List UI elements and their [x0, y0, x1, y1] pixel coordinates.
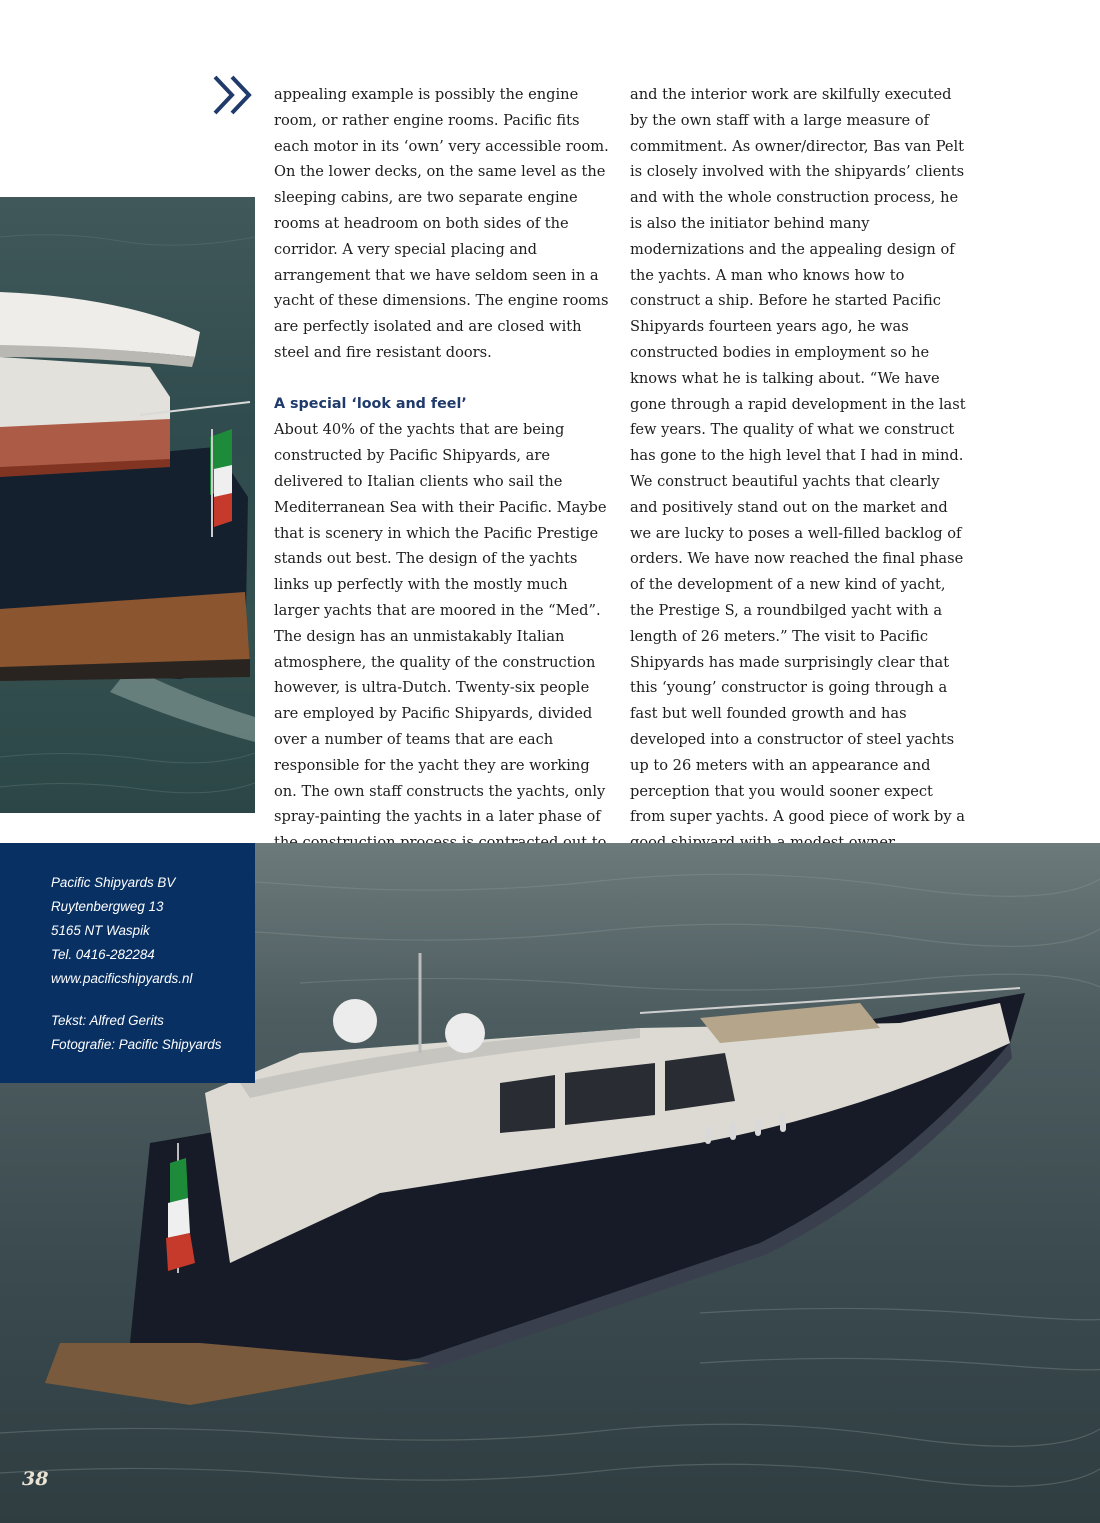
postal-city: 5165 NT Waspik [51, 923, 150, 938]
photo-credit: Fotografie: Pacific Shipyards [51, 1037, 222, 1052]
article-column-2 [630, 82, 970, 856]
yacht-stern-illustration [0, 197, 255, 813]
website-link[interactable]: www.pacificshipyards.nl [51, 971, 193, 986]
page-number: 38 [22, 1468, 49, 1490]
article-column-1 [274, 82, 614, 908]
paragraph-engine-rooms: appealing example is possibly the engine room, or rather engine rooms. Pacific fits each motor in its ‘own’ very accessible room. On the lower decks, on the same level as the sleeping cabins, are two separate engine rooms at headroom on both sides of the corridor. A very special placing and arrangement that we have seldom seen in a yacht of these dimensions. The engine rooms are perfectly isolated and are closed with steel and fire resistant doors. [274, 86, 609, 361]
phone-number: Tel. 0416-282284 [51, 947, 155, 962]
yacht-stern-photo [0, 197, 255, 813]
company-name: Pacific Shipyards BV [51, 875, 176, 890]
text-credit: Tekst: Alfred Gerits [51, 1013, 164, 1028]
paragraph-look-and-feel: About 40% of the yachts that are being constructed by Pacific Shipyards, are delivered to Italian clients who sail the Mediterranean Sea with their Pacific. Maybe that is scenery in which the Pacific Prestige stands out best. The design of the yachts links up perfectly with the mostly much larger yachts that are moored in the “Med”. The design has an unmistakably Italian atmosphere, the quality of the construction however, is ultra-Dutch. Twenty-six people are employed by Pacific Shipyards, divided over a number of teams that are each responsible for the yacht they are working on. The own staff constructs the yachts, only spray-painting the yachts in a later phase of [274, 421, 607, 826]
street-address: Ruytenbergweg 13 [51, 899, 164, 914]
paragraph-owner: and the interior work are skilfully executed by the own staff with a large measure of commitment. As owner/director, Bas van Pelt is closely involved with the shipyards’ clients and with the whole construction process, he is also the initiator behind many modernizations and the appealing design of the yachts. A man who knows how to construct a ship. Before he started Pacific Shipyards fourteen years ago, he was constructed bodies in employment so he knows what he is talking about. “We have gone through a rapid development in the last few years. The quality of what we construct has gone to the high level that I had in mind. We construct beautiful yachts that clearly and positively stand out on the market and we are lucky to poses a well-filled backlog of orders. We have now reached the final phase of the development of a new kind of yacht, the Prestige S, a roundbilged yacht with a length of 26 meters.” The visit to Pacific Shipyards has made surprisingly clear that this ‘young’ constructor is going through a fast but well founded growth and has developed into a constructor of steel yachts up to 26 meters with an appearance and perception that you would sooner expect from super yachts. A good piece of work by a [630, 86, 966, 826]
contact-info-box [0, 843, 255, 1083]
subheading: A special ‘look and feel’ [274, 395, 467, 412]
continue-chevron-icon [212, 74, 256, 116]
